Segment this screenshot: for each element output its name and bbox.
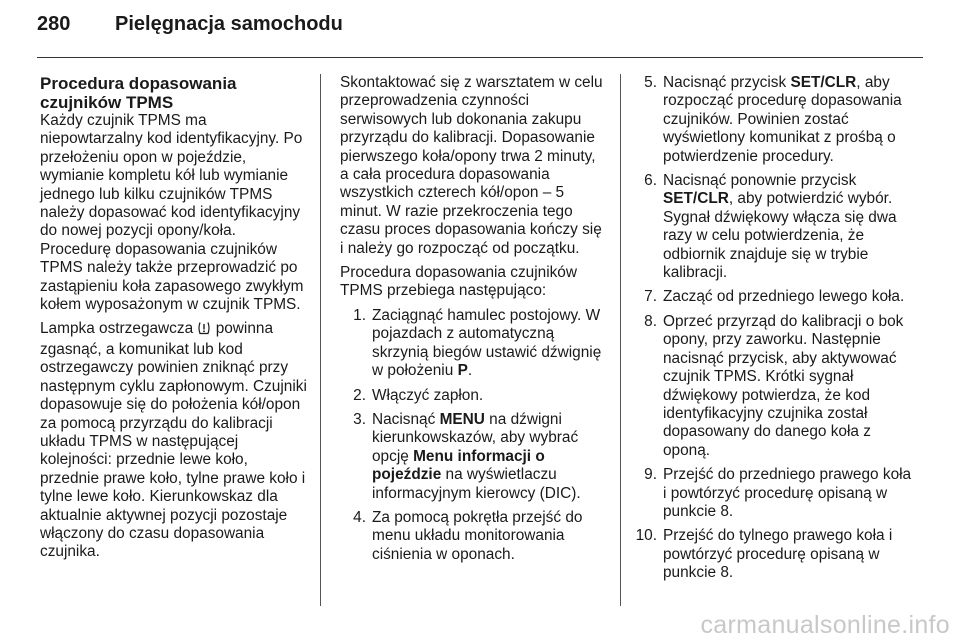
list-item <box>626 172 912 282</box>
step-number: 7. <box>644 288 657 306</box>
step-text-part: Nacisnąć przycisk <box>663 74 791 91</box>
step-text-part: na wyświetlaczu informacyjnym kierowcy (DIC). <box>372 466 581 502</box>
list-item <box>626 288 912 306</box>
step-bold: Menu informacji o pojeździe <box>372 447 545 484</box>
step-text: Oprzeć przyrząd do kalibracji o bok opony, przy zaworku. Następnie nacisnąć przycisk, aby aktywować czujnik TPMS. Krótki sygnał dźwiękowy potwierdza, że kod identyfikacyjny czujnika został dopasowany do danego koła z oponą. <box>663 312 904 459</box>
step-bold: P <box>457 362 468 380</box>
step-text-part: , aby rozpocząć procedurę dopasowania czujników. Powinien zostać wyświetlony komunikat z prośbą o potwierdzenie procedury. <box>663 74 902 165</box>
step-number: 1. <box>353 306 366 324</box>
step-number: 5. <box>644 74 657 91</box>
column-middle <box>340 74 606 570</box>
procedure-steps <box>345 307 606 564</box>
step-text-part: . <box>467 362 473 380</box>
step-number: 3. <box>353 410 366 428</box>
page-number: 280 <box>37 13 71 35</box>
paragraph-intro: Każdy czujnik TPMS ma niepowtarzalny kod identyfikacyjny. Po przełożeniu opon w pojeździe, wymianie kompletu kół lub wymianie jednego lub kilku czujników TPMS należy dopasować kod identyfikacyjny do nowej pozycji opony/koła. Procedurę dopasowania czujników TPMS należy także przeprowadzić po zastąpieniu koła zapasowego zwykłym kołem wyposażonym w czujnik TPMS. <box>40 112 304 314</box>
step-bold: SET/CLR <box>790 74 857 91</box>
list-item <box>626 527 912 582</box>
list-item <box>626 313 912 460</box>
list-item <box>626 74 912 166</box>
step-number: 10. <box>635 527 657 545</box>
paragraph-text: Lampka ostrzegawcza <box>40 320 194 338</box>
watermark: carmanualsonline.info <box>700 611 950 639</box>
step-text <box>663 172 912 282</box>
step-number: 2. <box>353 386 366 404</box>
column-divider-1 <box>320 74 321 606</box>
column-left <box>40 74 310 568</box>
list-item <box>345 307 606 381</box>
step-text: Zacząć od przedniego lewego koła. <box>663 288 905 306</box>
step-text: Za pomocą pokrętła przejść do menu układu monitorowania ciśnienia w oponach. <box>372 508 583 563</box>
paragraph-text: powinna zgasnąć, a komunikat lub kod ostrzegawczy powinien zniknąć przy następnym cyklu zapłonowym. Czujniki dopasowuje się do położenia kół/opon za pomocą przyrządu do kalibracji układu TPMS w następującej kolejności: przednie lewe koło, przednie prawe koło, tylne prawe koło i tylne lewe koło. Kierunkowskaz dla aktualnie aktywnej pozycji pozostaje włączony do czasu dopasowania czujnika. <box>40 320 307 561</box>
step-number: 6. <box>644 172 657 190</box>
step-text <box>372 411 606 503</box>
step-bold: MENU <box>439 410 485 428</box>
column-divider-2 <box>620 74 621 606</box>
step-text-part: Nacisnąć ponownie przycisk <box>663 172 857 190</box>
list-item <box>345 387 606 405</box>
step-text-part: Zaciągnąć hamulec postojowy. W pojazdach z automatyczną skrzynią biegów ustawić dźwignię w położeniu <box>372 306 602 380</box>
procedure-steps-continued <box>626 74 912 583</box>
step-text-part: Nacisnąć <box>372 410 440 428</box>
step-number: 4. <box>353 508 366 526</box>
section-heading: Procedura dopasowania czujników TPMS <box>40 74 237 112</box>
step-text-part: , aby potwierdzić wybór. Sygnał dźwiękowy włącza się dwa razy w celu potwierdzenia, że odbiornik znajduje się w trybie kalibracji. <box>663 190 897 282</box>
tire-pressure-warning-icon <box>197 321 211 340</box>
list-item <box>345 509 606 564</box>
list-item <box>626 466 912 521</box>
list-item <box>345 411 606 503</box>
step-text: Przejść do przedniego prawego koła i powtórzyć procedurę opisaną w punkcie 8. <box>663 466 912 520</box>
step-text <box>663 74 912 166</box>
paragraph-procedure-intro: Procedura dopasowania czujników TPMS przebiega następująco: <box>340 264 577 300</box>
step-text: Przejść do tylnego prawego koła i powtórzyć procedurę opisaną w punkcie 8. <box>663 527 893 582</box>
step-text-part: na dźwigni kierunkowskazów, aby wybrać opcję <box>372 410 579 465</box>
chapter-title: Pielęgnacja samochodu <box>115 13 343 35</box>
step-number: 9. <box>644 466 657 484</box>
page-header <box>37 13 343 49</box>
step-number: 8. <box>644 312 657 330</box>
step-text: Włączyć zapłon. <box>372 386 484 404</box>
paragraph-warning-lamp <box>40 320 310 561</box>
step-text <box>372 307 606 381</box>
column-right <box>626 74 912 589</box>
step-bold: SET/CLR <box>663 190 729 208</box>
header-divider <box>37 57 923 58</box>
paragraph-service: Skontaktować się z warsztatem w celu przeprowadzenia czynności serwisowych lub dokonania zakupu przyrządu do kalibracji. Dopasowanie pierwszego koła/opony trwa 2 minuty, a cała procedura dopasowania wszystkich czterech kół/opon – 5 minut. W razie przekroczenia tego czasu proces dopasowania kończy się i należy go rozpocząć od początku. <box>340 74 603 257</box>
